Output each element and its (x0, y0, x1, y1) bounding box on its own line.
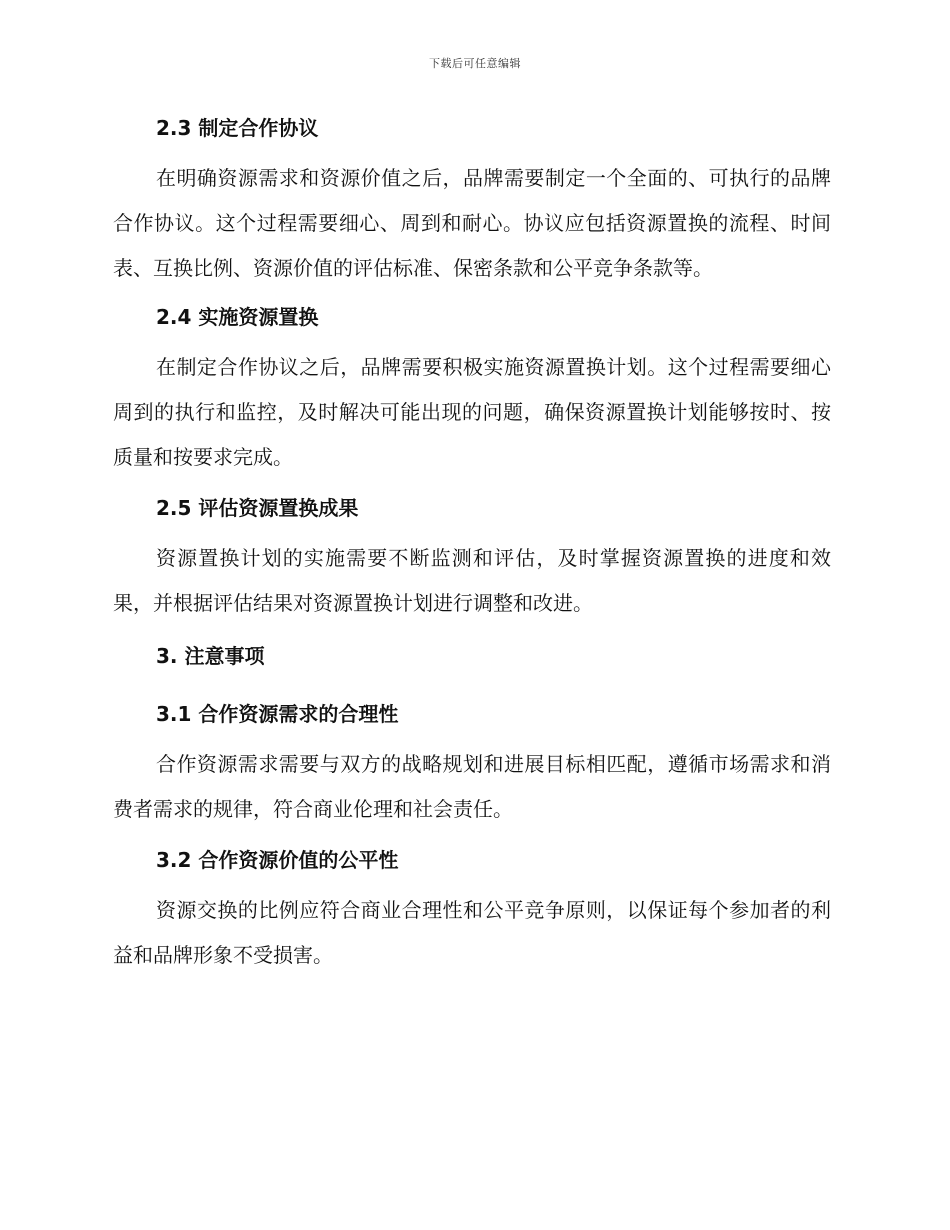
section-heading-3: 3. 注意事项 (156, 644, 265, 668)
page-header: 下载后可任意编辑 (429, 57, 521, 70)
section-heading-3-2: 3.2 合作资源价值的公平性 (156, 848, 399, 872)
paragraph-2-5: 资源置换计划的实施需要不断监测和评估，及时掌握资源置换的进度和效果，并根据评估结果对资源置换计划进行调整和改进。 (113, 546, 831, 615)
paragraph-3-1: 合作资源需求需要与双方的战略规划和进展目标相匹配，遵循市场需求和消费者需求的规律，符合商业伦理和社会责任。 (113, 752, 831, 821)
section-heading-2-4: 2.4 实施资源置换 (156, 305, 319, 329)
section-heading-2-3: 2.3 制定合作协议 (156, 116, 319, 140)
paragraph-3-2: 资源交换的比例应符合商业合理性和公平竞争原则，以保证每个参加者的利益和品牌形象不受损害。 (113, 898, 831, 967)
paragraph-2-3: 在明确资源需求和资源价值之后，品牌需要制定一个全面的、可执行的品牌合作协议。这个过程需要细心、周到和耐心。协议应包括资源置换的流程、时间表、互换比例、资源价值的评估标准、保密条款和公平竞争条款等。 (113, 166, 831, 280)
section-heading-3-1: 3.1 合作资源需求的合理性 (156, 702, 399, 726)
paragraph-2-4: 在制定合作协议之后，品牌需要积极实施资源置换计划。这个过程需要细心周到的执行和监控，及时解决可能出现的问题，确保资源置换计划能够按时、按质量和按要求完成。 (113, 355, 831, 469)
section-heading-2-5: 2.5 评估资源置换成果 (156, 496, 359, 520)
document-body (113, 112, 831, 978)
